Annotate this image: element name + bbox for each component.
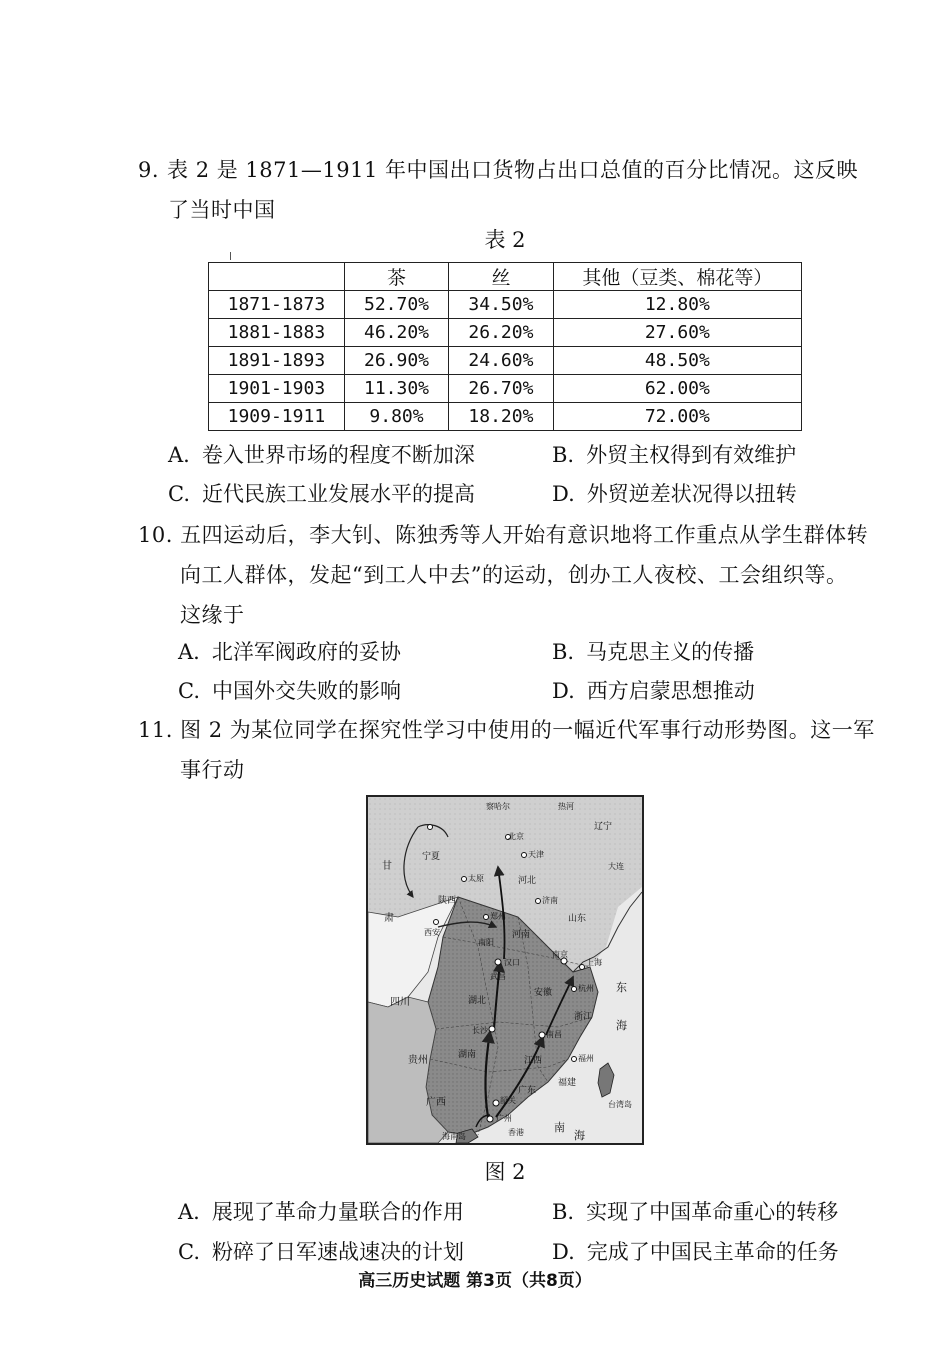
map-label: 浙江 xyxy=(574,1012,593,1022)
question-9-options-row2 xyxy=(168,474,888,514)
table-header-row xyxy=(209,263,802,291)
map-label: 广西 xyxy=(426,1097,446,1108)
question-10-number: 10. xyxy=(138,523,173,547)
table-cell-other: 62.00% xyxy=(553,375,801,403)
table-row xyxy=(209,347,802,375)
q9-option-d[interactable]: D. 外贸逆差状况得以扭转 xyxy=(552,482,797,506)
q10-option-a[interactable]: A. 北洋军阀政府的妥协 xyxy=(178,640,401,664)
q10-option-d[interactable]: D. 西方启蒙思想推动 xyxy=(552,679,755,703)
table-cell-period: 1881-1883 xyxy=(209,319,345,347)
table-header-silk: 丝 xyxy=(449,263,553,291)
table-cell-period: 1891-1893 xyxy=(209,347,345,375)
table-cell-silk: 26.20% xyxy=(449,319,553,347)
map-labels xyxy=(368,797,642,1143)
map-label: 郑州 xyxy=(490,912,506,921)
map-label: 湖南 xyxy=(458,1050,477,1060)
table-cell-tea: 52.70% xyxy=(344,291,448,319)
map-label: 四川 xyxy=(390,997,410,1008)
table-row xyxy=(209,291,802,319)
table-row xyxy=(209,319,802,347)
table-row xyxy=(209,375,802,403)
map-label: 陕西 xyxy=(438,896,457,906)
map-label: 汉口 xyxy=(504,958,520,967)
table-cell-tea: 11.30% xyxy=(344,375,448,403)
table-cell-other: 48.50% xyxy=(553,347,801,375)
map-label: 东 xyxy=(616,981,627,994)
table-header-tea: 茶 xyxy=(344,263,448,291)
question-10-options-row1 xyxy=(178,632,898,672)
table-row xyxy=(209,403,802,431)
q9-option-b[interactable]: B. 外贸主权得到有效维护 xyxy=(552,443,797,467)
q11-option-b[interactable]: B. 实现了中国革命重心的转移 xyxy=(552,1200,839,1224)
figure-2-caption: 图 2 xyxy=(484,1160,526,1184)
q9-option-a[interactable]: A. 卷入世界市场的程度不断加深 xyxy=(168,443,475,467)
q11-option-d[interactable]: D. 完成了中国民主革命的任务 xyxy=(552,1240,839,1264)
q10-option-c[interactable]: C. 中国外交失败的影响 xyxy=(178,679,401,703)
question-9-text-line1: 表 2 是 1871—1911 年中国出口货物占出口总值的百分比情况。这反映 xyxy=(167,158,858,182)
map-label: 南京 xyxy=(552,950,568,959)
map-label: 甘 xyxy=(382,861,392,872)
map-label: 海 xyxy=(574,1129,585,1142)
table-cell-silk: 34.50% xyxy=(449,291,553,319)
military-situation-map xyxy=(366,795,644,1145)
question-11-number: 11. xyxy=(138,718,173,742)
map-label: 湖北 xyxy=(468,996,487,1006)
question-10-text-line3: 这缘于 xyxy=(180,603,245,627)
map-label: 宁夏 xyxy=(422,852,441,862)
map-label: 河北 xyxy=(518,876,537,886)
map-label: 西安 xyxy=(424,928,440,937)
map-label: 海 xyxy=(616,1019,627,1032)
map-label: 武昌 xyxy=(490,972,506,981)
map-label: 辽宁 xyxy=(594,822,613,832)
question-10-options-row2 xyxy=(178,671,898,711)
question-9-text-line2: 了当时中国 xyxy=(168,198,276,222)
map-label: 韶关 xyxy=(500,1096,516,1105)
table-header-period xyxy=(209,263,345,291)
q11-option-a[interactable]: A. 展现了革命力量联合的作用 xyxy=(178,1200,464,1224)
export-table xyxy=(208,262,802,431)
table-cell-period: 1871-1873 xyxy=(209,291,345,319)
question-9-options-row1 xyxy=(168,435,888,475)
table-cell-period: 1901-1903 xyxy=(209,375,345,403)
question-11-text-line1: 图 2 为某位同学在探究性学习中使用的一幅近代军事行动形势图。这一军 xyxy=(180,718,875,742)
question-11-text-line2: 事行动 xyxy=(180,758,245,782)
question-10-text-line2: 向工人群体，发起“到工人中去”的运动，创办工人夜校、工会组织等。 xyxy=(180,563,848,587)
table-2-caption: 表 2 xyxy=(484,228,526,252)
table-cell-silk: 26.70% xyxy=(449,375,553,403)
map-label: 河南 xyxy=(512,930,531,940)
map-label: 杭州 xyxy=(578,984,594,993)
table-cell-tea: 9.80% xyxy=(344,403,448,431)
map-label: 福州 xyxy=(578,1054,594,1063)
map-label: 安徽 xyxy=(534,988,553,998)
map-label: 广东 xyxy=(518,1086,537,1096)
q9-option-c[interactable]: C. 近代民族工业发展水平的提高 xyxy=(168,482,475,506)
map-label: 大连 xyxy=(608,862,624,871)
question-11-options-row1 xyxy=(178,1192,898,1232)
table-cell-other: 12.80% xyxy=(553,291,801,319)
scan-mark xyxy=(230,252,231,260)
question-10-text-line1: 五四运动后，李大钊、陈独秀等人开始有意识地将工作重点从学生群体转 xyxy=(180,523,869,547)
table-cell-other: 72.00% xyxy=(553,403,801,431)
map-label: 江西 xyxy=(524,1056,543,1066)
map-label: 太原 xyxy=(468,874,484,883)
map-label: 北京 xyxy=(508,832,524,841)
map-label: 南昌 xyxy=(546,1030,562,1039)
q11-option-c[interactable]: C. 粉碎了日军速战速决的计划 xyxy=(178,1240,464,1264)
table-cell-tea: 26.90% xyxy=(344,347,448,375)
table-cell-silk: 24.60% xyxy=(449,347,553,375)
map-label: 南阳 xyxy=(478,938,494,947)
table-cell-silk: 18.20% xyxy=(449,403,553,431)
question-9-number: 9. xyxy=(138,158,160,182)
question-10-stem xyxy=(138,515,878,635)
map-label: 天津 xyxy=(528,850,544,859)
map-label: 海南岛 xyxy=(442,1132,466,1141)
map-label: 热河 xyxy=(558,802,574,811)
map-label: 南 xyxy=(554,1121,565,1134)
map-label: 察哈尔 xyxy=(486,802,510,811)
map-label: 广州 xyxy=(496,1114,512,1123)
map-label: 台湾岛 xyxy=(608,1100,632,1109)
map-label: 上海 xyxy=(586,958,602,967)
map-label: 香港 xyxy=(508,1128,524,1137)
table-cell-other: 27.60% xyxy=(553,319,801,347)
question-11-stem xyxy=(138,710,878,790)
map-label: 福建 xyxy=(558,1078,577,1088)
map-label: 济南 xyxy=(542,896,558,905)
question-9-stem xyxy=(138,150,878,230)
q10-option-b[interactable]: B. 马克思主义的传播 xyxy=(552,640,755,664)
table-header-other: 其他（豆类、棉花等） xyxy=(553,263,801,291)
map-label: 长沙 xyxy=(472,1026,488,1035)
table-cell-period: 1909-1911 xyxy=(209,403,345,431)
table-cell-tea: 46.20% xyxy=(344,319,448,347)
page-footer: 高三历史试题 第3页（共8页） xyxy=(358,1271,592,1291)
map-label: 山东 xyxy=(568,914,587,924)
map-label: 贵州 xyxy=(408,1055,428,1066)
map-label: 肃 xyxy=(384,913,394,924)
